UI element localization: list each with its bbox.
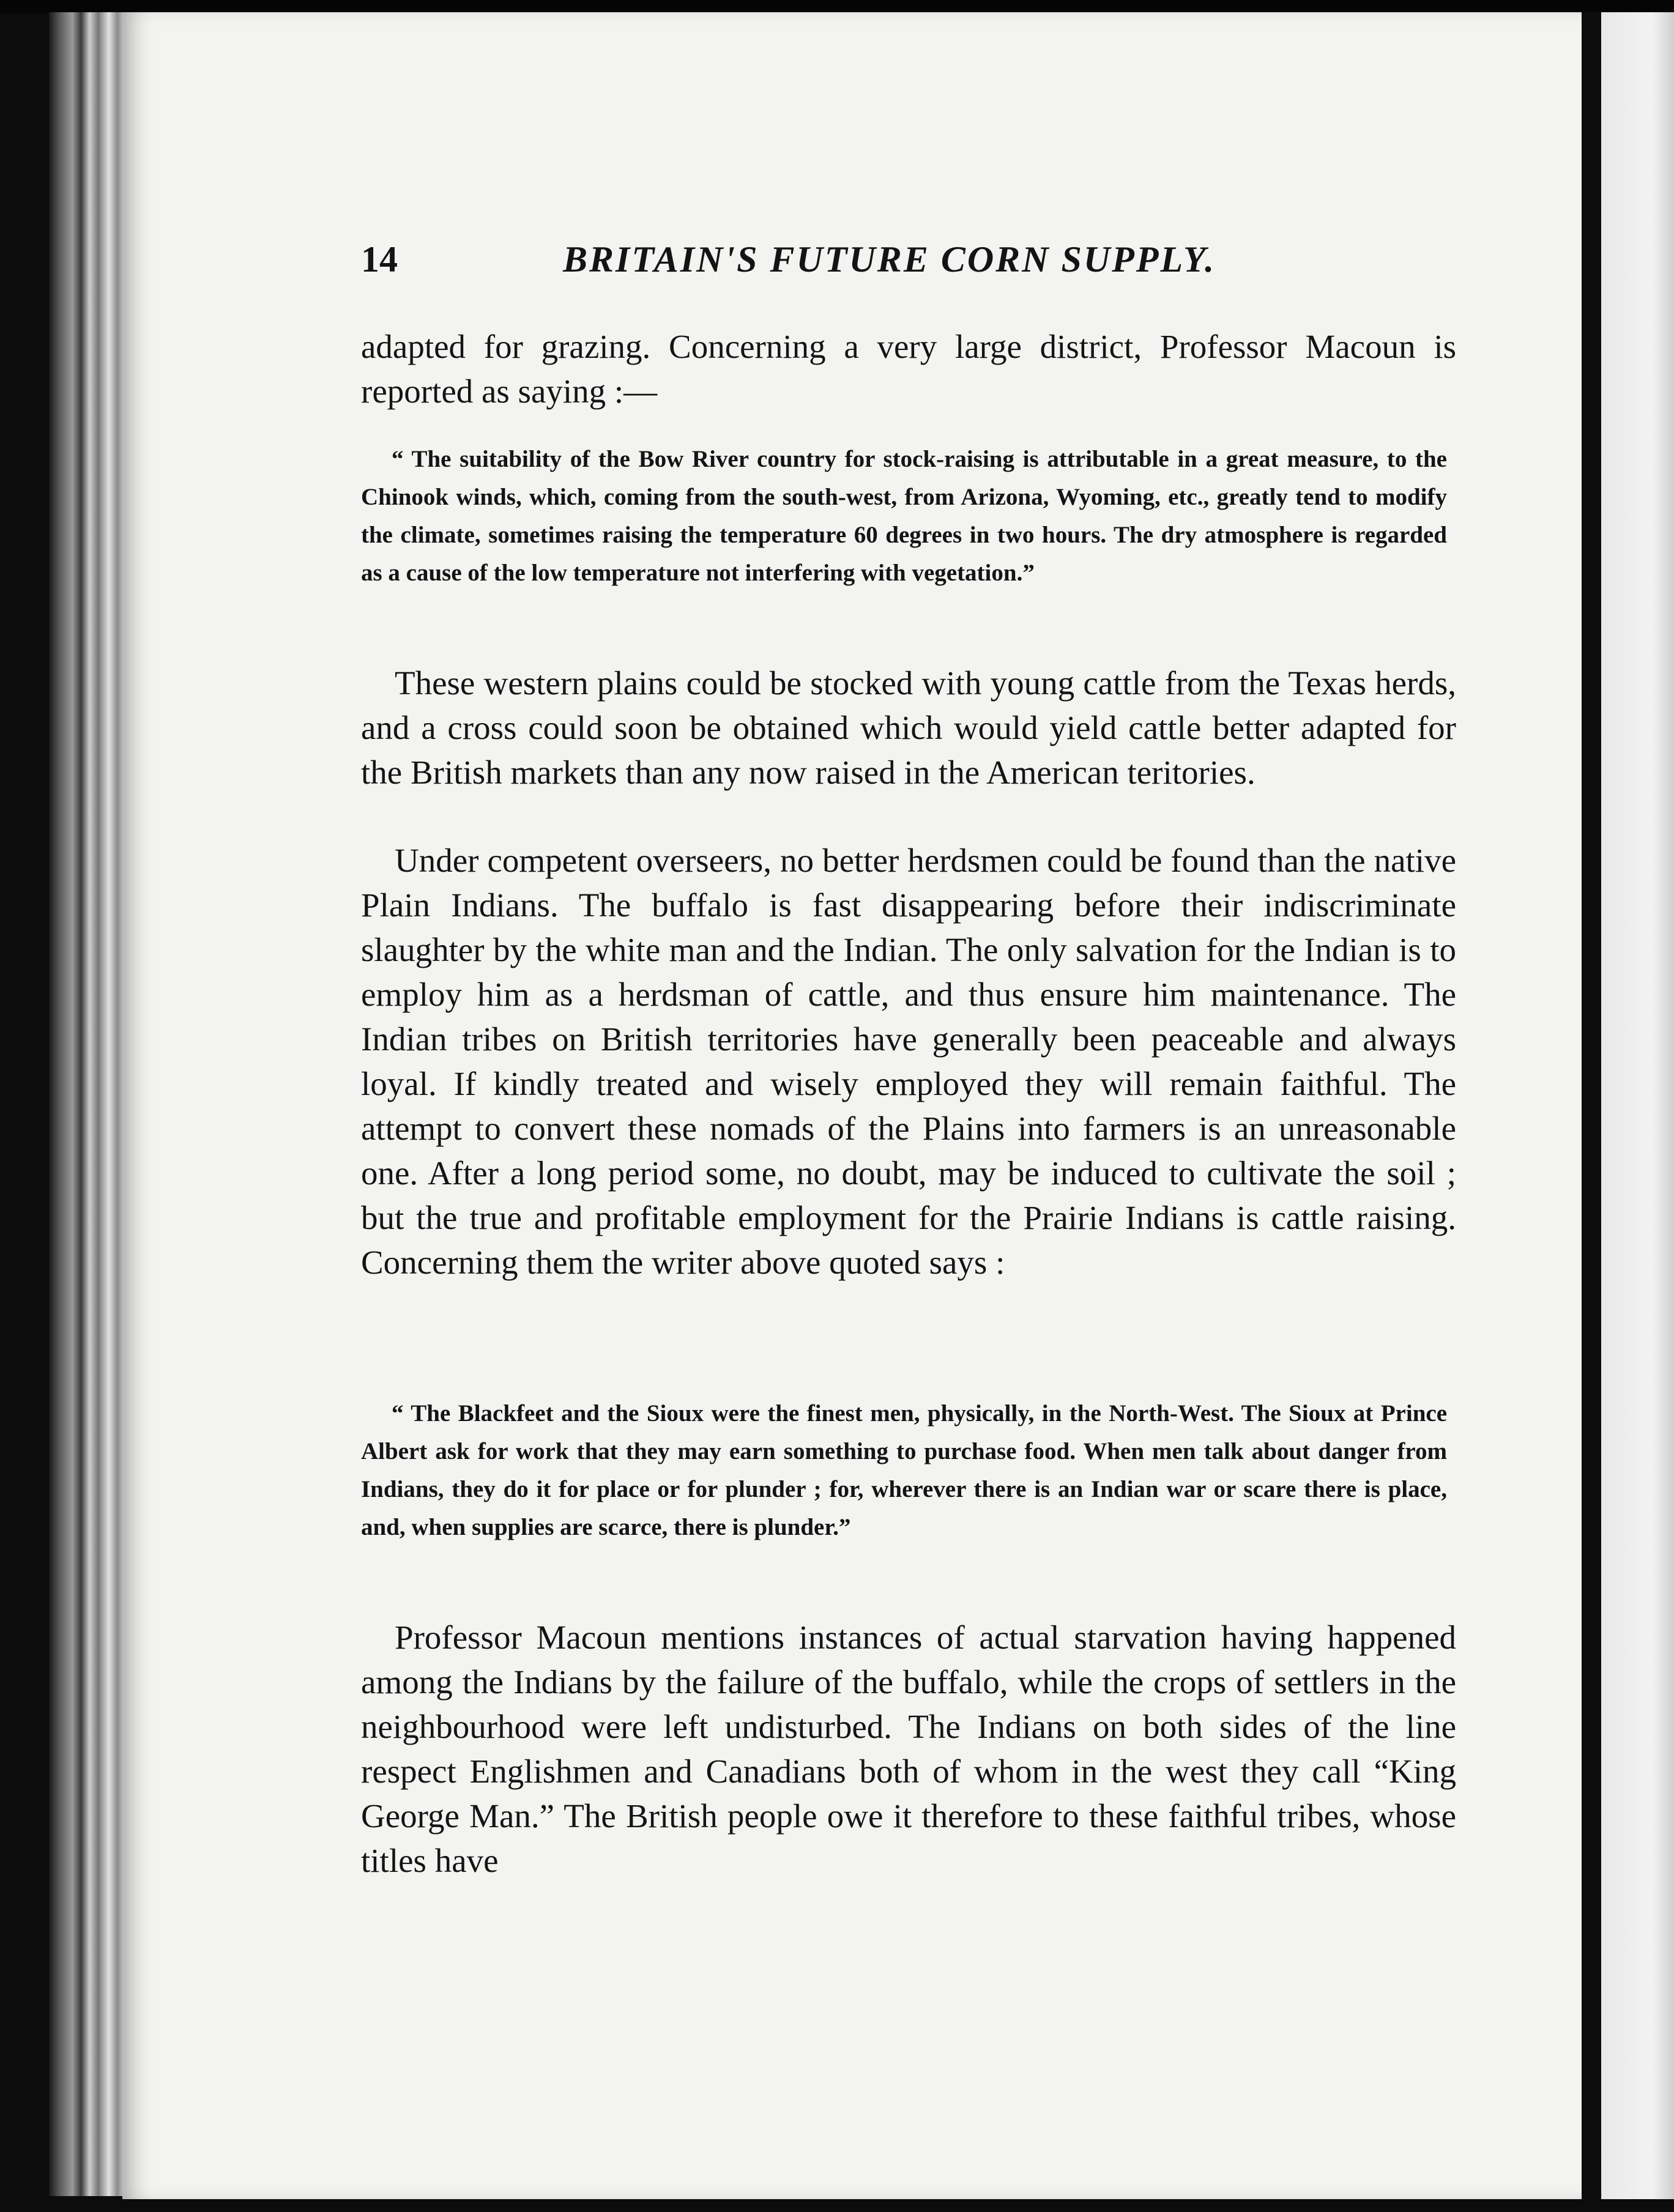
page-number: 14 bbox=[361, 239, 398, 280]
scan-top-edge bbox=[0, 0, 1674, 13]
paragraph-text: Professor Macoun mentions instances of actual starvation having happened among the Indians by the failure of the buffalo, while the crops of settlers in the neighbourhood were left undisturbed. The Indians on both sides of the line respect Englishmen and Canadians both of whom in the west they call “King George Man.” The British people owe it therefore to these faithful tribes, whose titles have bbox=[361, 1619, 1456, 1879]
paragraph-4 bbox=[361, 1615, 1456, 1883]
paragraph-2 bbox=[361, 661, 1456, 795]
paragraph-text: Under competent overseers, no better herdsmen could be found than the native Plain Indians. The buffalo is fast disappearing before their indiscriminate slaughter by the white man and the Indian. The only salvation for the Indian is to employ him as a herdsman of cattle, and thus ensure him maintenance. The Indian tribes on British territories have generally been peaceable and always loyal. If kindly treated and wisely employed they will remain faithful. The attempt to convert these nomads of the Plains into farmers is an unreasonable one. After a long period some, no doubt, may be induced to cultivate the soil ; but the true and profitable employment for the Prairie Indians is cattle raising. Concerning them the writer above quoted says : bbox=[361, 842, 1456, 1281]
facing-page-edge bbox=[1601, 12, 1674, 2199]
running-title: BRITAIN'S FUTURE CORN SUPPLY. bbox=[563, 239, 1216, 280]
running-head bbox=[361, 239, 1462, 294]
paragraph-1 bbox=[361, 324, 1456, 414]
block-quote-1 bbox=[361, 440, 1447, 592]
block-quote-2 bbox=[361, 1395, 1447, 1546]
paragraph-3 bbox=[361, 838, 1456, 1285]
paragraph-text: These western plains could be stocked with young cattle from the Texas herds, and a cross could soon be obtained which would yield cattle better adapted for the British markets than any now raised in the American teritories. bbox=[361, 664, 1456, 791]
quote-text: “ The Blackfeet and the Sioux were the finest men, physically, in the North-West. The Sioux at Prince Albert ask for work that they may earn something to purchase food. When men talk about danger from Indians, they do it for place or for plunder ; for, wherever there is an Indian war or scare there is place, and, when supplies are scarce, there is plunder.” bbox=[361, 1400, 1447, 1540]
scan-right-edge bbox=[1582, 12, 1601, 2199]
paragraph-text: adapted for grazing. Concerning a very large district, Professor Macoun is reported as saying :— bbox=[361, 328, 1456, 410]
quote-text: “ The suitability of the Bow River country for stock-raising is attributable in a great measure, to the Chinook winds, which, coming from the south-west, from Arizona, Wyoming, etc., greatly tend to modify the climate, sometimes raising the temperature 60 degrees in two hours. The dry atmosphere is regarded as a cause of the low temperature not interfering with vegetation.” bbox=[361, 446, 1447, 586]
